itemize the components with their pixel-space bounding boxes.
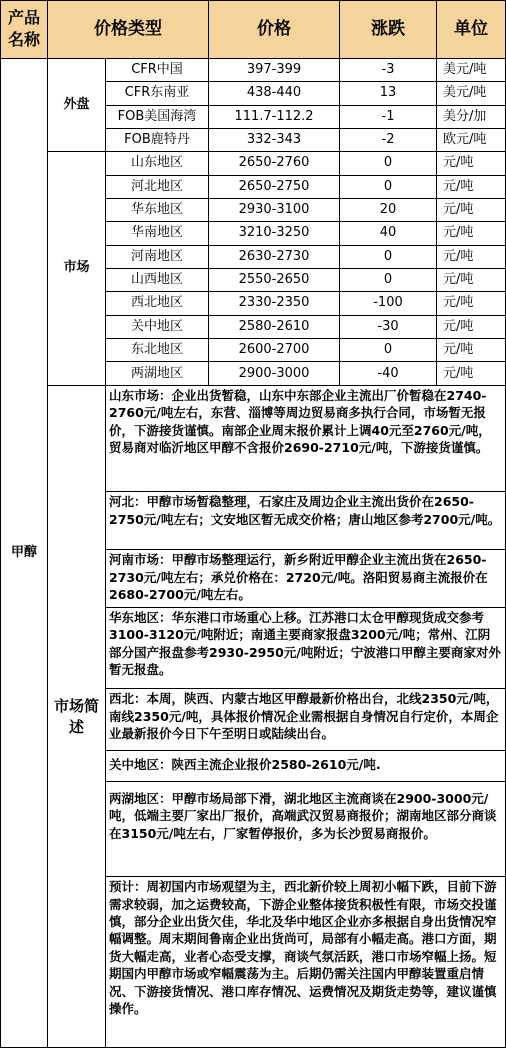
change-cell: -1 bbox=[340, 105, 437, 128]
unit-cell: 元/吨 bbox=[437, 315, 506, 338]
region-cell: CFR东南亚 bbox=[106, 82, 209, 105]
header-unit: 单位 bbox=[437, 1, 506, 59]
header-change: 涨跌 bbox=[340, 1, 437, 59]
change-cell: 40 bbox=[340, 222, 437, 245]
commentary-lianghu: 两湖地区：甲醇市场局部下滑，湖北地区主流商谈在2900-3000元/吨，低端主要厂家出厂报价，高端武汉贸易商报价；湖南地区部分商谈在3150元/吨左右，厂家暂停报价，多为长沙贸易商报价。 bbox=[106, 781, 506, 876]
price-cell: 111.7-112.2 bbox=[209, 105, 340, 128]
change-cell: 20 bbox=[340, 198, 437, 221]
region-cell: 关中地区 bbox=[106, 315, 209, 338]
change-cell: 0 bbox=[340, 268, 437, 291]
price-cell: 2650-2750 bbox=[209, 175, 340, 198]
unit-cell: 元/吨 bbox=[437, 245, 506, 268]
price-cell: 2600-2700 bbox=[209, 339, 340, 362]
unit-cell: 美分/加 bbox=[437, 105, 506, 128]
unit-cell: 美元/吨 bbox=[437, 58, 506, 81]
change-cell: -30 bbox=[340, 315, 437, 338]
region-cell: 华东地区 bbox=[106, 198, 209, 221]
product-name-cell: 甲醇 bbox=[1, 58, 48, 1047]
unit-cell: 元/吨 bbox=[437, 268, 506, 291]
price-cell: 2630-2730 bbox=[209, 245, 340, 268]
change-cell: 0 bbox=[340, 245, 437, 268]
change-cell: 13 bbox=[340, 82, 437, 105]
region-cell: 山东地区 bbox=[106, 152, 209, 175]
change-cell: 0 bbox=[340, 175, 437, 198]
unit-cell: 美元/吨 bbox=[437, 82, 506, 105]
price-cell: 332-343 bbox=[209, 128, 340, 151]
unit-cell: 元/吨 bbox=[437, 152, 506, 175]
domestic-market-label: 市场 bbox=[48, 152, 106, 385]
unit-cell: 元/吨 bbox=[437, 198, 506, 221]
header-product: 产品名称 bbox=[1, 1, 48, 59]
commentary-forecast: 预计：周初国内市场观望为主，西北新价较上周初小幅下跌，目前下游需求较弱，加之运费较高，下游企业整体接货积极性有限，市场交投谨慎，部分企业出货欠佳，华北及华中地区企业亦多根据自身出货情况窄幅调整。周末期间鲁南企业出货尚可，局部有小幅走高。港口方面，期货大幅走高，业者心态受支撑，商谈气氛活跃，港口市场窄幅上扬。短期国内甲醇市场或窄幅震荡为主。后期仍需关注国内甲醇装置重启情况、下游接货情况、港口库存情况、运费情况及期货走势等，建议谨慎操作。 bbox=[106, 877, 506, 1048]
region-cell: 两湖地区 bbox=[106, 362, 209, 385]
commentary-guanzhong: 关中地区：陕西主流企业报价2580-2610元/吨. bbox=[106, 751, 506, 781]
commentary-hebei: 河北：甲醇市场暂稳整理，石家庄及周边企业主流出货价在2650-2750元/吨左右；文安地区暂无成交价格；唐山地区参考2700元/吨。 bbox=[106, 492, 506, 550]
unit-cell: 元/吨 bbox=[437, 292, 506, 315]
unit-cell: 元/吨 bbox=[437, 362, 506, 385]
table-row bbox=[1, 58, 506, 81]
commentary-shandong: 山东市场：企业出货暂稳，山东中东部企业主流出厂价暂稳在2740-2760元/吨左右，东营、淄博等周边贸易商多执行合同，市场暂无报价，下游接货谨慎。南部企业周末报价累计上调40元至2760元/吨，贸易商对临沂地区甲醇不含报价2690-2710元/吨，下游接货谨慎。 bbox=[106, 385, 506, 492]
header-price: 价格 bbox=[209, 1, 340, 59]
unit-cell: 欧元/吨 bbox=[437, 128, 506, 151]
price-cell: 397-399 bbox=[209, 58, 340, 81]
unit-cell: 元/吨 bbox=[437, 222, 506, 245]
region-cell: FOB美国海湾 bbox=[106, 105, 209, 128]
price-cell: 2330-2350 bbox=[209, 292, 340, 315]
header-price-type: 价格类型 bbox=[48, 1, 209, 59]
price-cell: 438-440 bbox=[209, 82, 340, 105]
region-cell: 华南地区 bbox=[106, 222, 209, 245]
foreign-market-label: 外盘 bbox=[48, 58, 106, 151]
price-cell: 2580-2610 bbox=[209, 315, 340, 338]
region-cell: 山西地区 bbox=[106, 268, 209, 291]
price-cell: 2650-2760 bbox=[209, 152, 340, 175]
commentary-xibei: 西北：本周，陕西、内蒙古地区甲醇最新价格出台，北线2350元/吨，南线2350元/吨，具体报价情况企业需根据自身情况自行定价，本周企业最新报价今日下午至明日或陆续出台。 bbox=[106, 689, 506, 751]
commentary-huadong: 华东地区：华东港口市场重心上移。江苏港口太仓甲醇现货成交参考3100-3120元/吨附近；南通主要商家报盘3200元/吨；常州、江阴部分国产报盘参考2930-2950元/吨附近；宁波港口甲醇主要商家对外暂无报盘。 bbox=[106, 608, 506, 689]
price-cell: 2900-3000 bbox=[209, 362, 340, 385]
price-cell: 2930-3100 bbox=[209, 198, 340, 221]
unit-cell: 元/吨 bbox=[437, 175, 506, 198]
change-cell: -40 bbox=[340, 362, 437, 385]
commentary-henan: 河南市场：甲醇市场整理运行，新乡附近甲醇企业主流出货在2650-2730元/吨左右；承兑价格在：2720元/吨。洛阳贸易商主流报价在2680-2700元/吨左右。 bbox=[106, 550, 506, 608]
commentary-row bbox=[1, 385, 506, 492]
change-cell: 0 bbox=[340, 152, 437, 175]
change-cell: 0 bbox=[340, 339, 437, 362]
price-cell: 3210-3250 bbox=[209, 222, 340, 245]
region-cell: 东北地区 bbox=[106, 339, 209, 362]
change-cell: -3 bbox=[340, 58, 437, 81]
commentary-label: 市场简述 bbox=[48, 385, 106, 1047]
region-cell: CFR中国 bbox=[106, 58, 209, 81]
change-cell: -100 bbox=[340, 292, 437, 315]
price-cell: 2550-2650 bbox=[209, 268, 340, 291]
table-row bbox=[1, 152, 506, 175]
region-cell: 河北地区 bbox=[106, 175, 209, 198]
region-cell: FOB鹿特丹 bbox=[106, 128, 209, 151]
change-cell: -2 bbox=[340, 128, 437, 151]
region-cell: 西北地区 bbox=[106, 292, 209, 315]
header-row bbox=[1, 1, 506, 59]
region-cell: 河南地区 bbox=[106, 245, 209, 268]
unit-cell: 元/吨 bbox=[437, 339, 506, 362]
